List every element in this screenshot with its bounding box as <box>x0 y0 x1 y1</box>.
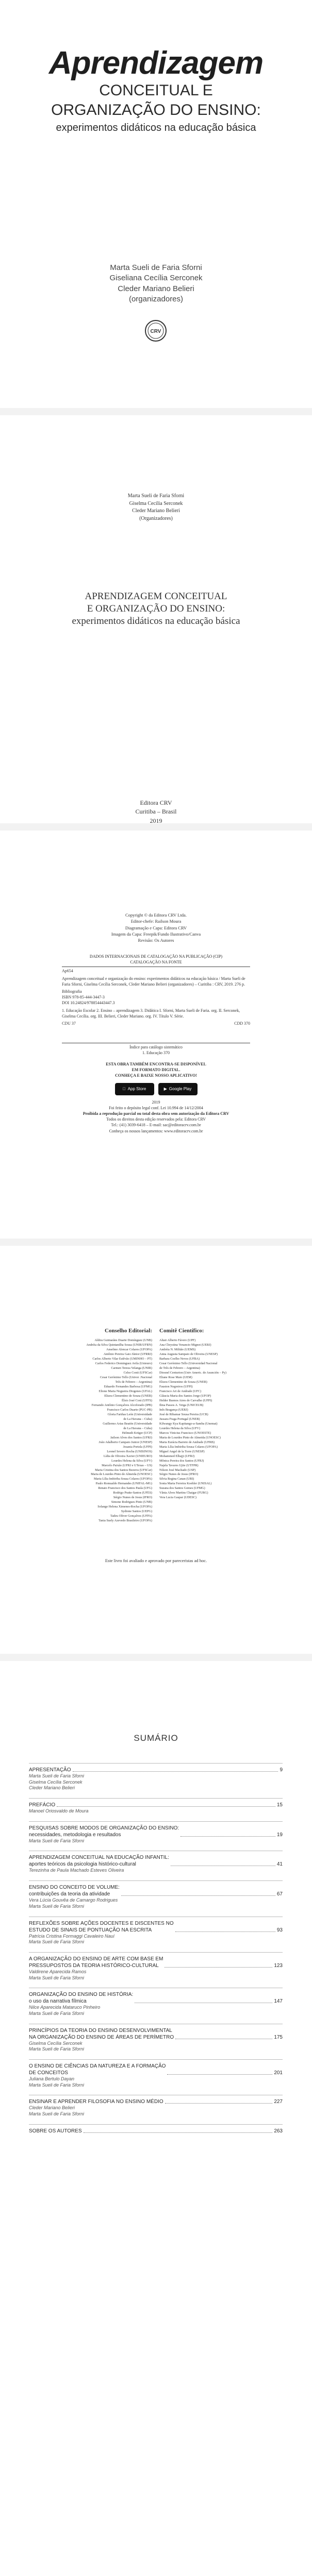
editorial-board-member: Celso Conti (UFSCar) <box>123 1370 152 1375</box>
toc-entry-author: Marta Sueli de Faria Sforni <box>29 2082 85 2088</box>
editorial-board-member: Marcelo Paixão (UFRJ e UTexas – US) <box>102 1463 152 1467</box>
store-badges <box>0 1083 312 1095</box>
catalog-isbn: ISBN 978-85-444-3447-3 <box>62 995 105 1000</box>
editorial-board-list <box>32 1338 152 1523</box>
toc-entry[interactable] <box>29 1821 283 1844</box>
scientific-committee-member: Helder Buenos Aires de Carvalho (UFPI) <box>159 1398 212 1402</box>
toc-entry-title: ORGANIZAÇÃO DO ENSINO DE HISTÓRIA: o uso da narrativa fílmica <box>29 1992 134 2005</box>
toc-entry-page: 9 <box>280 1767 283 1773</box>
toc-entry-title: REFLEXÕES SOBRE AÇÕES DOCENTES E DISCENTES NO ESTUDO DE SINAIS DE PONTUAÇÃO NA ESCRITA <box>29 1920 174 1933</box>
rights-notice: Todos os direitos desta edição reservados pela: Editora CRV <box>106 1117 206 1122</box>
editorial-board-member: Tania Suely Azevedo Brasileiro (UFOPA) <box>98 1519 152 1523</box>
scientific-committee-member: Vera Lucia Gaspar (UDESC) <box>159 1496 196 1500</box>
toc-entry[interactable] <box>29 1880 283 1909</box>
copyright-line: Copyright © da Editora CRV Ltda. <box>125 912 187 918</box>
editorial-board-member: João Adalberto Campato Junior (UNESP) <box>98 1440 152 1444</box>
toc-entry-author: Vera Lúcia Gouvêa de Camargo Rodrigues <box>29 1897 118 1903</box>
scientific-committee-member: Eliane Rose Maio (UEM) <box>159 1375 192 1379</box>
catalog-link: Conheça os nossos lançamentos: www.editoracrv.com.br <box>109 1128 203 1133</box>
toc-entry[interactable] <box>29 1917 283 1945</box>
toc-entry[interactable] <box>29 1952 283 1981</box>
scientific-committee-member: Maria de Lourdes Pinto de Almeida (UNOESC) <box>159 1435 221 1439</box>
scientific-committee-member: Andréia N. Militão (UEMS) <box>159 1347 196 1351</box>
toc-divider <box>29 2124 283 2125</box>
editorial-board-heading: Conselho Editorial: <box>105 1328 152 1334</box>
toc-entry-page: 123 <box>274 1962 283 1969</box>
apple-icon <box>123 1086 126 1092</box>
toc-entry-author: Juliana Bertulo Dayan <box>29 2076 75 2081</box>
toc-entry-author: Giselma Cecília Serconek <box>29 2040 83 2046</box>
cover-subtitle: experimentos didáticos na educação básica <box>56 122 256 133</box>
scientific-committee-member: Sonia Maria Ferreira Koehler (UNISAL) <box>159 1482 212 1486</box>
editorial-board-member: Carlos Federico Dominguez Avila (Unieuro) <box>95 1361 152 1365</box>
toc-entry-author: Manoel Oriosvaldo de Moura <box>29 1808 89 1814</box>
toc-entry-author: Marta Sueli de Faria Sforni <box>29 1903 85 1909</box>
catalog-bibliography: Bibliografia <box>62 989 82 994</box>
toc-entry-line <box>29 1956 283 1969</box>
publisher-logo-text: CRV <box>150 329 161 334</box>
editorial-board <box>32 1327 152 1523</box>
digital-notice: ESTA OBRA TAMBÉM ENCONTRA-SE DISPONÍVEL <box>106 1062 206 1066</box>
catalog-heading <box>62 954 250 965</box>
toc-entry-title: PREFÁCIO <box>29 1802 56 1808</box>
toc-entry-page: 41 <box>276 1861 283 1868</box>
editorial-board-member: Carlos Alberto Vilar Estêvão (UMINHO – PT) <box>92 1357 152 1361</box>
organizer-role: (Organizadores) <box>139 515 173 521</box>
scientific-committee-member: Francisco Ari de Andrade (UFC) <box>159 1389 202 1393</box>
editorial-board-member: Élsio José Corá (UFFS) <box>122 1398 152 1402</box>
toc-entry-page: 201 <box>274 2070 283 2076</box>
catalog-description: Aprendizagem conceitual e organização do ensino: experimentos didáticos na educação básica / Marta Sueli de Faria Sforni, Giselma Cecília Serconek, Cleder Mariano Belieri (organizadores) – Curitiba : CRV, 2019. 276 p. <box>62 976 245 987</box>
organizer-name: Cleder Mariano Belieri <box>132 508 180 514</box>
organizer-name: Giselma Cecília Serconek <box>129 500 183 506</box>
toc-entry-line <box>29 2128 283 2134</box>
toc-entry-author: Marta Sueli de Faria Sforni <box>29 1975 85 1980</box>
toc-divider <box>29 1821 283 1822</box>
toc-entry-line <box>29 2098 283 2105</box>
cdu-code: CDU 37 <box>62 1021 76 1026</box>
publisher-city: Curitiba – Brasil <box>135 808 177 816</box>
toc-leader-dots <box>175 1931 275 1932</box>
copyright-page <box>0 831 312 1239</box>
toc-entry-line <box>29 1920 283 1934</box>
rights-notice: Proibida a reprodução parcial ou total desta obra sem autorização da Editora CRV <box>83 1111 229 1116</box>
toc-entry-author: Marta Sueli de Faria Sforni <box>29 1838 85 1843</box>
editorial-board-member: de La Havana – Cuba) <box>123 1417 152 1421</box>
scientific-committee-member: Fauston Negreiros (UFPI) <box>159 1384 193 1388</box>
scientific-committee-heading: Comitê Científico: <box>159 1328 204 1334</box>
catalog-heading-line: CATALOGAÇÃO NA FONTE <box>130 959 182 964</box>
cover-page <box>0 0 312 408</box>
editorial-board-member: Renato Francisco dos Santos Paula (UFG) <box>98 1486 152 1490</box>
toc-entry-title: APRENDIZAGEM CONCEITUAL NA EDUCAÇÃO INFANTIL: aportes teóricos da psicologia histórico-cultural <box>29 1855 169 1868</box>
toc-entry-page: 175 <box>274 2034 283 2040</box>
toc-divider <box>29 1798 283 1799</box>
council-page <box>0 1246 312 1654</box>
publisher-name: Editora CRV <box>140 799 172 806</box>
copyright-credits <box>0 912 312 944</box>
catalog-code: Ap654 <box>62 969 73 973</box>
toc-entry[interactable] <box>29 2124 283 2134</box>
toc-entry-page: 15 <box>276 1802 283 1808</box>
app-store-label: App Store <box>126 1086 145 1091</box>
scientific-committee-member: Silvia Regina Canan (URI) <box>159 1477 194 1481</box>
toc-entry-author: Marta Sueli de Faria Sforni <box>29 1939 85 1945</box>
google-play-badge[interactable] <box>158 1083 198 1095</box>
publisher-info <box>0 799 312 823</box>
toc-entry[interactable] <box>29 2059 283 2088</box>
toc-entry-author: Terezinha de Paula Machado Esteves Oliveira <box>29 1868 124 1873</box>
scientific-committee-member: Suzana dos Santos Gomes (UFMG) <box>159 1486 205 1490</box>
toc-entry[interactable] <box>29 2024 283 2053</box>
toc-entry-author: Cleder Mariano Belieri <box>29 2105 75 2111</box>
scientific-committee-member: Maria Eurácia Barreto de Andrade (UFRB) <box>159 1440 215 1444</box>
cover-image-line: Imagem da Capa: Freepik/Fundo Ilustrativo/Canva <box>111 931 201 937</box>
toc-leader-dots <box>84 2132 273 2133</box>
scientific-committee-member: de Três de Febrero – Argentina) <box>159 1366 200 1370</box>
book-title-line: E ORGANIZAÇÃO DO ENSINO: <box>87 603 225 614</box>
toc-entry[interactable] <box>29 2095 283 2117</box>
catalog-index <box>0 1045 312 1056</box>
cover-title-main: Aprendizagem <box>48 45 264 81</box>
scientific-committee-member: Jussara Fraga Portugal (UNEB) <box>159 1417 200 1421</box>
contact-line: Tel.: (41) 3039-6418 – E-mail: sac@editoracrv.com.br <box>111 1123 201 1128</box>
toc-entry-author: Cleder Mariano Belieri <box>29 1785 75 1791</box>
toc-entry-title: SOBRE OS AUTORES <box>29 2128 82 2134</box>
toc-entry-line <box>29 2027 283 2041</box>
toc-entry-author: Valdirene Aparecida Ramos <box>29 1969 87 1974</box>
toc-leader-dots <box>180 1836 275 1837</box>
scientific-committee-member: Ilma Passos A. Veiga (UNICEUB) <box>159 1403 204 1407</box>
cover-title-line3: ORGANIZAÇÃO DO ENSINO: <box>51 101 261 118</box>
cover-organizer-name: Marta Sueli de Faria Sforni <box>110 263 202 272</box>
edition-year: 2019 <box>152 1099 160 1105</box>
scientific-committee-member: Gláucia Maria dos Santos Jorge (UFOP) <box>159 1394 211 1398</box>
legal-deposit: Foi feito o depósito legal conf. Lei 10.994 de 14/12/2004 <box>109 1105 203 1110</box>
scientific-committee-member: Sérgio Nunes de Jesus (IFRO) <box>159 1472 199 1477</box>
council-columns <box>32 1327 280 1523</box>
editorial-board-member: Solange Helena Ximenes-Rocha (UFOPA) <box>97 1505 152 1509</box>
scientific-committee-member: Anna Augusta Sampaio de Oliveira (UNESP) <box>159 1352 218 1356</box>
editorial-board-member: Gloria Fariñas León (Universidade <box>107 1412 152 1416</box>
toc-entry-title: PRINCÍPIOS DA TEORIA DO ENSINO DESENVOLVIMENTAL NA ORGANIZAÇÃO DO ENSINO DE ÁREAS DE PERÍMETRO <box>29 2027 174 2040</box>
toc-heading: SUMÁRIO <box>134 1733 178 1743</box>
editorial-board-member: Cesar Gerónimo Tello (Univer .Nacional <box>100 1375 152 1379</box>
scientific-committee-member: Lourdes Helena da Silva (UFV) <box>159 1426 201 1430</box>
editorial-board-member: Jailson Alves dos Santos (UFRJ) <box>110 1435 152 1439</box>
toc-entry-author: Marta Sueli de Faria Sforni <box>29 2010 85 2016</box>
toc-entry-line <box>29 1884 283 1897</box>
editorial-board-member: Guillermo Arias Beatón (Universidade <box>103 1421 152 1426</box>
classification-row <box>62 1021 250 1027</box>
scientific-committee-member: Kilwangy Kya Kapitango-a-Samba (Unemat) <box>159 1421 218 1426</box>
toc-entry[interactable] <box>29 1798 283 1815</box>
toc-entry-title: A ORGANIZAÇÃO DO ENSINO DE ARTE COM BASE EM PRESSUPOSTOS DA TEORIA HISTÓRICO-CULTURAL <box>29 1956 163 1969</box>
scientific-committee-member: Cesar Gerónimo Tello (Universidad Nacional <box>159 1361 218 1365</box>
toc-entry[interactable] <box>29 1988 283 2016</box>
book-title-line: APRENDIZAGEM CONCEITUAL <box>85 591 227 602</box>
scientific-committee-member: Inês Bragança (UERJ) <box>159 1408 188 1412</box>
editorial-board-member: Rodrigo Pratte-Santos (UFES) <box>113 1491 152 1495</box>
toc-entry-author: Marta Sueli de Faria Sforni <box>29 2111 85 2117</box>
digital-notice: EM FORMATO DIGITAL. <box>132 1067 180 1073</box>
toc-entry-author: Giselma Cecília Serconek <box>29 1779 83 1785</box>
toc-entry-line <box>29 1825 283 1838</box>
editorial-board-member: Tadeu Oliver Gonçalves (UFPA) <box>110 1514 152 1518</box>
scientific-committee-member: Ana Chrystina Venancio Mignot (UERJ) <box>159 1343 211 1347</box>
cover-organizer-name: Giseliana Cecília Serconek <box>109 274 203 283</box>
toc-entry-author: Marta Sueli de Faria Sforni <box>29 1773 85 1778</box>
scientific-committee-member: Mônica Pereira dos Santos (UFRJ) <box>159 1459 204 1463</box>
organizers-block <box>0 493 312 522</box>
toc-divider <box>29 1880 283 1881</box>
copyright-footer <box>0 1061 312 1134</box>
editorial-board-member: Francisco Carlos Duarte (PUC-PR) <box>107 1408 152 1412</box>
catalog-subjects: 1. Educação Escolar 2. Ensino – aprendizagem 3. Didática I. Sforni, Marta Sueli de Faria. org. II. Serconek, Giselma Cecília. org. III. Belieri, Cleder Mariano. org. IV. Título V. Série. <box>62 1008 240 1019</box>
toc-entry-page: 227 <box>274 2099 283 2105</box>
editorial-board-member: Sérgio Nunes de Jesus (IFRO) <box>113 1496 152 1500</box>
editorial-board-member: Lídia de Oliveira Xavier (UNIEURO) <box>103 1454 152 1458</box>
scientific-committee-member: Vânia Alves Martins Chaigar (FURG) <box>159 1491 208 1495</box>
organizer-name: Marta Sueli de Faria Sforni <box>127 493 185 499</box>
toc-divider <box>29 1952 283 1953</box>
scientific-committee-member: Marcos Vinicius Francisco (UNOESTE) <box>159 1431 211 1435</box>
publisher-logo <box>144 319 167 342</box>
editorial-board-member: Anselmo Alencar Colares (UFOPA) <box>106 1347 152 1351</box>
toc-entry-title: ENSINO DO CONCEITO DE VOLUME: contribuições da teoria da atividade <box>29 1885 120 1897</box>
editorial-board-member: Helmuth Krüger (UCP) <box>122 1431 152 1435</box>
peer-review-note: Este livro foi avaliado e aprovado por pareceristas ad hoc. <box>105 1558 207 1563</box>
toc-entry-author: Marta Sueli de Faria Sforni <box>29 2046 85 2052</box>
toc-entry-page: 93 <box>276 1927 283 1933</box>
editorial-board-member: Elizeu Clementino de Souza (UNEB) <box>104 1394 152 1398</box>
editorial-board-member: Josania Portela (UFPI) <box>123 1445 152 1449</box>
editorial-board-member: Elione Maria Nogueira Diogenes (UFAL) <box>98 1389 152 1393</box>
editorial-board-member: Maria de Lourdes Pinto de Almeida (UNOESC) <box>91 1472 152 1477</box>
toc-entry-line <box>29 1767 283 1773</box>
editorial-board-member: Lourdes Helena da Silva (UFV) <box>111 1459 152 1463</box>
cover-organizers <box>0 263 312 304</box>
app-store-badge[interactable] <box>115 1083 154 1095</box>
editorial-board-member: Fernando Antônio Gonçalves Alcoforado (IPB) <box>91 1403 152 1407</box>
cover-organizer-name: Cleder Mariano Belieri <box>118 284 194 293</box>
scientific-committee <box>159 1327 280 1523</box>
toc-entry-line <box>29 1854 283 1868</box>
cdd-code: CDD 370 <box>234 1021 250 1026</box>
toc-entry-line <box>29 1991 283 2005</box>
toc-entry-title: ENSINAR E APRENDER FILOSOFIA NO ENSINO MÉDIO <box>29 2099 163 2105</box>
catalog-heading-line: DADOS INTERNACIONAIS DE CATALOGAÇÃO NA PUBLICAÇÃO (CIP) <box>89 954 223 959</box>
toc-entry-page: 67 <box>276 1891 283 1897</box>
toc-leader-dots <box>167 2074 272 2075</box>
review-line: Revisão: Os Autores <box>138 938 174 943</box>
toc-leader-dots <box>165 1967 272 1968</box>
catalog-record <box>62 969 250 1027</box>
toc-entry-title: PESQUISAS SOBRE MODOS DE ORGANIZAÇÃO DO ENSINO: necessidades, metodologia e resultados <box>29 1825 179 1838</box>
toc-entry[interactable] <box>29 1851 283 1874</box>
names-page <box>0 415 312 823</box>
toc-entry-page: 263 <box>274 2128 283 2134</box>
editorial-board-member: Simone Rodrigues Pinto (UNB) <box>111 1500 152 1504</box>
editorial-board-member: Leonel Severo Rocha (UNISINOS) <box>107 1449 152 1453</box>
app-notice: CONHEÇA E BAIXE NOSSO APLICATIVO! <box>115 1073 197 1078</box>
scientific-committee-member: Altair Alberto Fávero (UPF) <box>159 1338 196 1342</box>
editorial-board-member: Carmen Tereza Velanga (UNIR) <box>111 1366 152 1370</box>
scientific-committee-member: Mohammed Elhajji (UFRJ) <box>159 1454 195 1458</box>
toc-leader-dots <box>165 2103 273 2104</box>
toc-leader-dots <box>57 1806 275 1807</box>
toc-entry-page: 147 <box>274 1998 283 2005</box>
cover-title-line2: CONCEITUAL E <box>99 82 213 99</box>
toc-divider <box>29 1763 283 1764</box>
cover-organizer-role: (organizadores) <box>128 294 184 303</box>
editorial-board-member: Sydione Santos (UEPG) <box>121 1510 152 1514</box>
editor-line: Editor-chefe: Railson Moura <box>130 919 182 924</box>
scientific-committee-member: Diosnel Centurion (Univ Americ. de Asunción – Py) <box>159 1370 226 1375</box>
toc-entry[interactable] <box>29 1763 283 1791</box>
scientific-committee-member: Elizeu Clementino de Souza (UNEB) <box>159 1380 207 1384</box>
scientific-committee-list <box>159 1338 280 1500</box>
scientific-committee-member: Nilson José Machado (USP) <box>159 1468 196 1472</box>
editorial-board-member: Maria Lília Imbiriba Sousa Colares (UFOPA) <box>93 1477 152 1481</box>
scientific-committee-member: Míguel Angel de la Torre (UNESP) <box>159 1449 205 1453</box>
editorial-board-member: Andréia da Silva Quintanilha Sousa (UNIR/UFRN) <box>86 1343 152 1347</box>
google-play-label: Google Play <box>169 1086 192 1091</box>
toc-entry-title: APRESENTAÇÃO <box>29 1767 71 1773</box>
toc-entry-author: Nilce Aparecida Mataruco Pinheiro <box>29 2005 101 2010</box>
cover-title <box>0 47 312 134</box>
toc-divider <box>29 2059 283 2060</box>
catalog-index-item: 1. Educação 370 <box>142 1050 170 1055</box>
editorial-board-member: Paulo Romualdo Hernandes (UNIFAL-MG) <box>95 1482 152 1486</box>
catalog-index-title: Índice para catálogo sistemático <box>129 1045 183 1049</box>
toc-entry-title: O ENSINO DE CIÊNCIAS DA NATUREZA E A FORMAÇÃO DE CONCEITOS <box>29 2063 166 2076</box>
scientific-committee-member: Maria Lília Imbiriba Sousa Colares (UFOPA) <box>159 1445 218 1449</box>
toc-leader-dots <box>121 1895 275 1896</box>
editorial-board-member: de La Havana – Cuba) <box>123 1426 152 1430</box>
toc-entry-author: Patrícia Cristina Formaggi Cavaleiro Nauí <box>29 1933 115 1939</box>
publication-year: 2019 <box>150 817 162 823</box>
play-icon: ▶ <box>163 1086 167 1091</box>
toc-entry-line <box>29 1802 283 1808</box>
scientific-committee-member: José de Ribamar Sousa Pereira (UCB) <box>159 1412 208 1416</box>
catalog-doi: DOI 10.24824/978854443447.3 <box>62 1000 115 1005</box>
book-title <box>0 590 312 627</box>
toc-entry-page: 19 <box>276 1832 283 1838</box>
toc-leader-dots <box>73 1771 278 1772</box>
editorial-board-member: Eduardo Fernandes Barbosa (UFMG) <box>104 1384 152 1388</box>
editorial-board-member: Aldira Guimarães Duarte Domínguez (UNB) <box>94 1338 152 1342</box>
editorial-board-member: Antônio Pereira Gaio Júnior (UFRRJ) <box>103 1352 152 1356</box>
book-subtitle: experimentos didáticos na educação básica <box>72 615 240 626</box>
scientific-committee-member: Barbara Coelho Neves (UFBA) <box>159 1357 200 1361</box>
toc-entry-line <box>29 2063 283 2076</box>
table-of-contents-page <box>0 1661 312 2576</box>
editorial-board-member: Maria Cristina dos Santos Bezerra (UFSCar) <box>95 1468 152 1472</box>
editorial-board-member: Três de Febrero – Argentina) <box>115 1380 152 1384</box>
scientific-committee-member: Najela Tavares Ujiie (UTFPR) <box>159 1463 199 1467</box>
toc-list <box>29 1763 283 2141</box>
layout-line: Diagramação e Capa: Editora CRV <box>125 925 187 930</box>
